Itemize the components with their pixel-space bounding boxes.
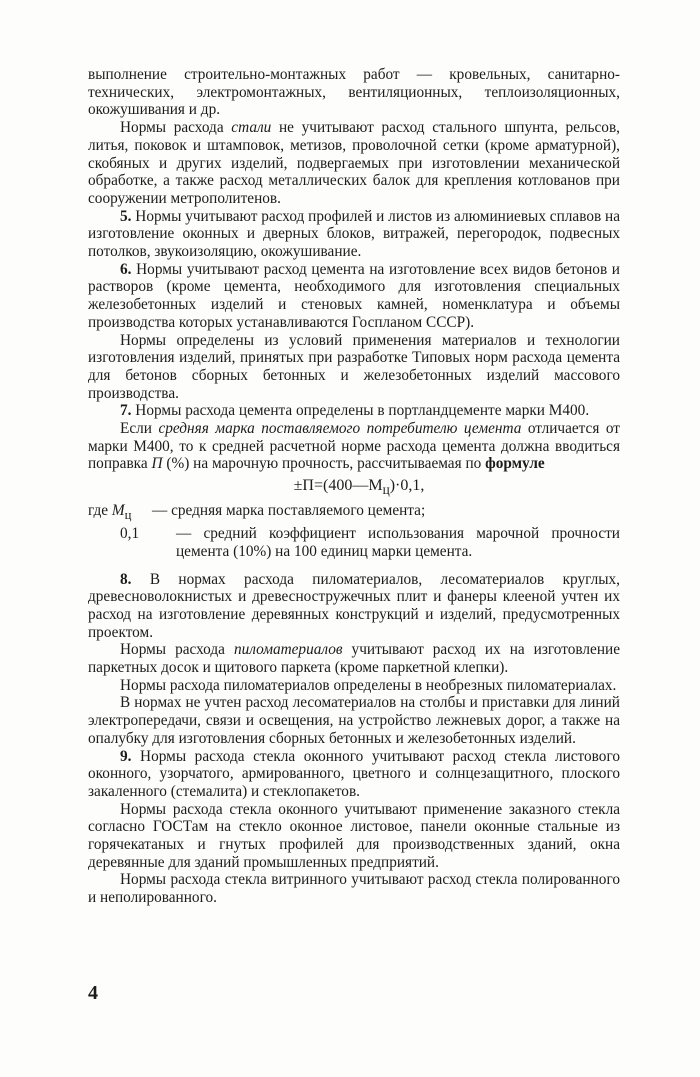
paragraph-8 bbox=[88, 571, 620, 642]
text-run: Нормы учитывают расход профилей и листов из алюминиевых сплавов на изготовление оконных и дверных блоков, витражей, перегородок, подвесных потолков, звукоизоляцию, окожушивание. bbox=[88, 207, 620, 261]
text-run: Нормы расхода цемента определены в портландцементе марки М400. bbox=[131, 402, 590, 420]
page-number: 4 bbox=[88, 982, 98, 1004]
paragraph-9 bbox=[88, 641, 620, 676]
text-run: средняя марка поставляемого потребителю цемента bbox=[158, 420, 522, 438]
text-run: учитывают расход их на изготовление паркетных досок и щитового паркета (кроме паркетной клепки). bbox=[88, 641, 620, 677]
paragraph-1 bbox=[88, 66, 620, 119]
formula-legend bbox=[88, 502, 620, 560]
text-run: стали bbox=[231, 119, 272, 137]
paragraph-10 bbox=[88, 677, 620, 695]
text-run: Нормы расхода bbox=[120, 641, 234, 659]
legend-desc-2: — средний коэффициент использования марочной прочности цемента (10%) на 100 единиц марки цемента. bbox=[176, 525, 620, 560]
paragraph-14 bbox=[88, 871, 620, 906]
text-run: Нормы расхода стекла витринного учитывают расход стекла полированного и неполированного. bbox=[88, 871, 620, 907]
text-run: 8. bbox=[120, 570, 132, 588]
paragraph-6 bbox=[88, 402, 620, 420]
text-run: Нормы расхода стекла оконного учитывают применение заказного стекла согласно ГОСТам на стекло оконное листовое, панели оконные стальные из горячекатаных и гнутых профилей для производственных зданий, окна деревянные для зданий промышленных предприятий. bbox=[88, 800, 620, 871]
paragraph-7 bbox=[88, 420, 620, 473]
where-intro: где bbox=[88, 502, 109, 520]
paragraph-4 bbox=[88, 261, 620, 332]
text-run: Нормы расхода стекла оконного учитывают расход стекла листового оконного, узорчатого, армированного, цветного и солнцезащитного, плоского закаленного (стемалита) и стеклопакетов. bbox=[88, 747, 620, 800]
text-run: В нормах не учтен расход лесоматериалов на столбы и приставки для линий электропередачи, связи и освещения, на устройство лежневых дорог, а также на опалубку для изготовления сборных бетонных и железобетонных изделий. bbox=[88, 694, 620, 747]
paragraph-2 bbox=[88, 119, 620, 208]
text-run: формуле bbox=[485, 455, 545, 473]
text-run: отличается от марки М400, то к средней расчетной норме расхода цемента должна вводиться поправка bbox=[88, 420, 620, 473]
paragraph-12 bbox=[88, 748, 620, 801]
text-run: Нормы определены из условий применения материалов и технологии изготовления изделий, принятых при разработке Типовых норм расхода цемента для бетонов сборных бетонных и железобетонных изделий массового производства. bbox=[88, 331, 620, 402]
text-run: не учитывают расход стального шпунта, рельсов, литья, поковок и штамповок, метизов, проволочной сетки (кроме арматурной), скобяных и других изделий, подвергаемых при изготовлении механической обработке, а также расход металлических балок для крепления котлованов при сооружении метрополитенов. bbox=[88, 119, 620, 207]
paragraph-11 bbox=[88, 694, 620, 747]
paragraph-13 bbox=[88, 801, 620, 872]
text-run: Нормы учитывают расход цемента на изготовление всех видов бетонов и растворов (кроме цемента, необходимого для изготовления специальных железобетонных изделий и стеновых камней, номенклатура и объемы производства которых устанавливаются Госпланом СССР). bbox=[88, 260, 620, 331]
text-run: Нормы расхода пиломатериалов определены в необрезных пиломатериалах. bbox=[120, 676, 617, 694]
text-run: П bbox=[151, 455, 163, 473]
text-run: Нормы расхода bbox=[120, 119, 232, 137]
text-run: 9. bbox=[120, 747, 132, 765]
text-run: 5. bbox=[120, 207, 132, 225]
legend-desc-1: — средняя марка поставляемого цемента; bbox=[152, 502, 426, 520]
paragraph-5 bbox=[88, 332, 620, 403]
text-run: (%) на марочную прочность, рассчитываемая по bbox=[162, 455, 486, 473]
text-run: Если bbox=[120, 420, 159, 438]
formula-subscript: ц bbox=[382, 482, 390, 498]
text-run: выполнение строительно-монтажных работ — кровельных, санитарно-технических, электромонтажных, вентиляционных, теплоизоляционных, окожушивания и др. bbox=[88, 66, 620, 119]
formula-main: ±П=(400—М bbox=[293, 477, 383, 495]
text-run: 6. bbox=[120, 260, 132, 278]
formula-tail: )·0,1, bbox=[389, 477, 425, 495]
text-run: 7. bbox=[120, 402, 132, 420]
formula bbox=[88, 475, 620, 501]
legend-symbol-1-subscript: ц bbox=[124, 508, 132, 523]
text-run: пиломатериалов bbox=[233, 641, 343, 659]
text-run: В нормах расхода пиломатериалов, лесоматериалов круглых, древесноволокнистых и древесностружечных плит и фанеры клееной учтен их расход на изготовление деревянных конструкций и изделий, предусмотренных проектом. bbox=[88, 570, 620, 641]
legend-symbol-2: 0,1 bbox=[120, 525, 140, 543]
paragraph-3 bbox=[88, 208, 620, 261]
legend-symbol-1: М bbox=[111, 502, 125, 520]
